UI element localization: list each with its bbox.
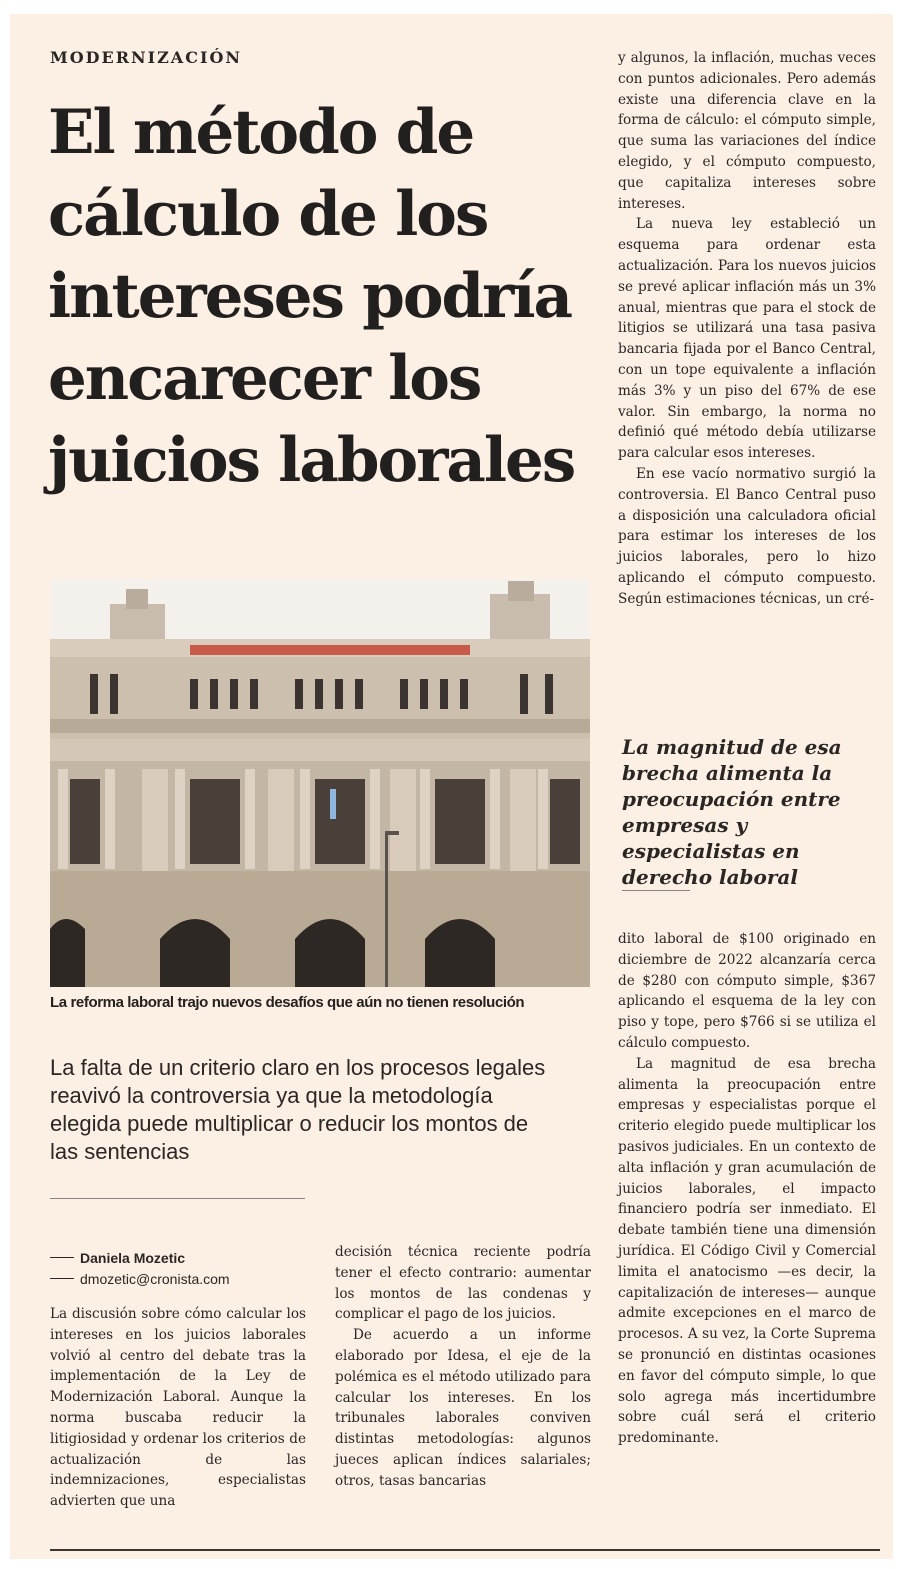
body-paragraph: dito laboral de $100 originado en diciembre de 2022 alcanzaría cerca de $280 con cómputo simple, $367 aplicando el esquema de la ley con piso y tope, pero $766 si se utiliza el cálculo compuesto. (618, 931, 876, 1051)
palace-of-justice-illustration (50, 579, 590, 987)
body-paragraph: decisión técnica reciente podría tener el efecto contrario: aumentar los montos de las condenas y complicar el pago de los juicios. (335, 1244, 591, 1323)
body-paragraph: y algunos, la inflación, muchas veces con puntos adicionales. Pero además existe una diferencia clave en la forma de cálculo: el cómputo simple, que suma las variaciones del índice elegido, y el cómputo compuesto, que capitaliza intereses sobre intereses. (618, 50, 876, 212)
headline: El método de cálculo de los intereses podría encarecer los juicios laborales (48, 97, 575, 496)
byline-dash (50, 1278, 74, 1279)
pull-quote: La magnitud de esa brecha alimenta la preocupación entre empresas y especialistas en derecho laboral (622, 735, 842, 889)
page-bottom-rule (50, 1549, 880, 1551)
divider (50, 1198, 305, 1199)
body-paragraph: La discusión sobre cómo calcular los intereses en los juicios laborales volvió al centro del debate tras la implementación de la Ley de Modernización Laboral. Aunque la norma buscaba reducir la litigiosidad y ordenar los criterios de actualización de las indemnizaciones, especialistas advierten que una (50, 1306, 306, 1510)
body-paragraph: De acuerdo a un informe elaborado por Idesa, el eje de la polémica es el método utilizado para calcular los intereses. En los tribunales laborales conviven distintas metodologías: algunos jueces aplican índices salariales; otros, tasas bancarias (335, 1327, 591, 1489)
body-column-2 (335, 1242, 591, 1492)
byline (50, 1247, 320, 1289)
photo-caption: La reforma laboral trajo nuevos desafíos que aún no tienen resolución (50, 994, 525, 1011)
author-name: Daniela Mozetic (80, 1249, 186, 1266)
body-column-3-top (618, 48, 876, 610)
pull-quote-rule (622, 890, 690, 891)
newspaper-page (10, 14, 893, 1559)
building-photo (50, 579, 590, 987)
byline-dash (50, 1257, 74, 1258)
lead-paragraph: La falta de un criterio claro en los procesos legales reavivó la controversia ya que la metodología elegida puede multiplicar o reducir los montos de las sentencias (50, 1055, 546, 1164)
body-column-1 (50, 1304, 306, 1512)
body-paragraph: La magnitud de esa brecha alimenta la preocupación entre empresas y especialistas porque el criterio elegido puede multiplicar los pasivos judiciales. En un contexto de alta inflación y gran acumulación de juicios laborales, el impacto financiero podría ser inmediato. El debate también tiene una dimensión jurídica. El Código Civil y Comercial limita el anatocismo —es decir, la capitalización de intereses— aunque admite excepciones en el marco de procesos. A su vez, la Corte Suprema se pronunció en distintas ocasiones en favor del cómputo simple, lo que solo agrega más incertidumbre sobre cuál será el criterio predominante. (618, 1055, 876, 1447)
author-email: dmozetic@cronista.com (80, 1270, 230, 1287)
section-label: MODERNIZACIÓN (50, 48, 242, 67)
body-paragraph: La nueva ley estableció un esquema para ordenar esta actualización. Para los nuevos juicios se prevé aplicar inflación más un 3% anual, mientras que para el stock de litigios se utilizará una tasa pasiva bancaria fijada por el Banco Central, con un tope equivalente a inflación más 3% y un piso del 67% de ese valor. Sin embargo, la norma no definió qué método debía utilizarse para calcular esos intereses. (618, 216, 876, 462)
body-column-3-bottom (618, 929, 876, 1449)
body-paragraph: En ese vacío normativo surgió la controversia. El Banco Central puso a disposición una calculadora oficial para estimar los intereses de los juicios laborales, pero lo hizo aplicando el cómputo compuesto. Según estimaciones técnicas, un cré- (618, 465, 876, 607)
